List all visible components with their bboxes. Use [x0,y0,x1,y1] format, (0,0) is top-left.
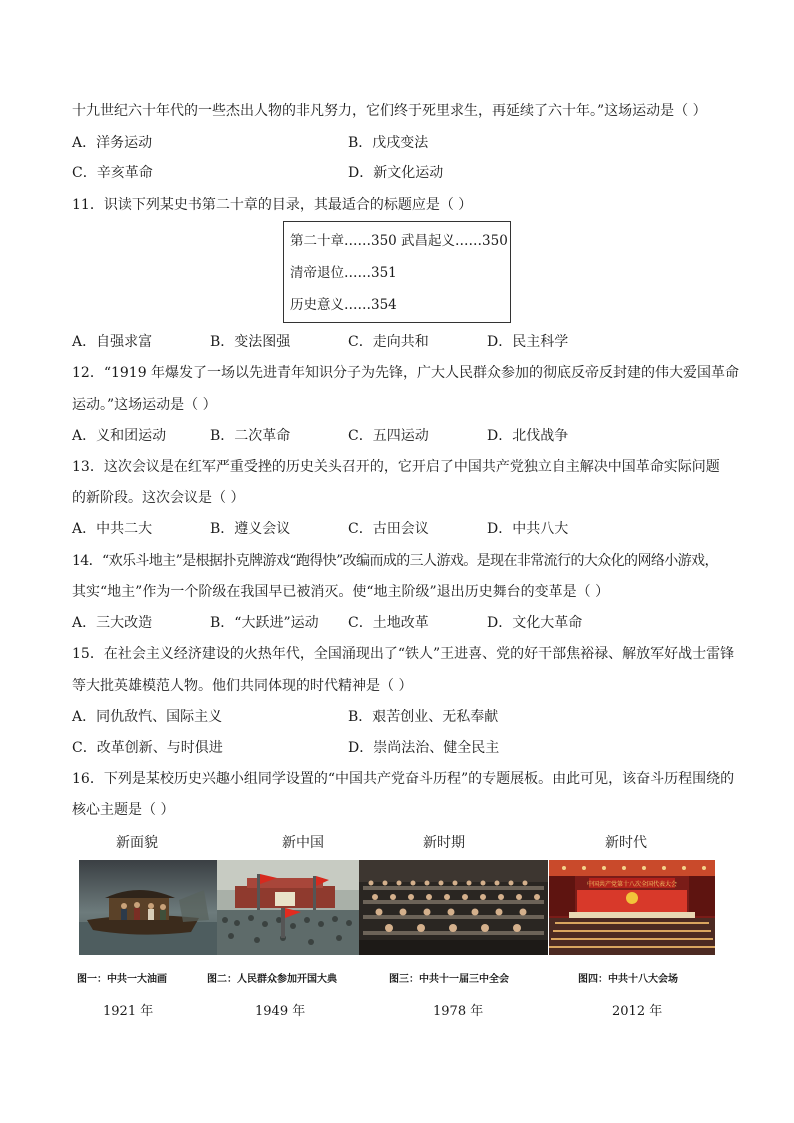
third-plenary-session-image [359,860,548,955]
first-congress-painting-image [79,860,217,955]
q15-option-b: B．艰苦创业、无私奉献 [348,709,499,725]
q15-stem-line2: 等大批英雄模范人物。他们共同体现的时代精神是（ ） [72,678,413,694]
q11-option-d: D．民主科学 [487,334,569,350]
q13-option-a: A．中共二大 [72,521,153,537]
q12-stem-line1: 12．“1919 年爆发了一场以先进青年知识分子为先锋，广大人民群众参加的彻底反帝反封建的伟大爱国革命 [72,365,740,381]
panel-label-new-look: 新面貌 [116,835,158,851]
q10-option-b: B．戊戌变法 [348,135,429,151]
q11-stem: 11．识读下列某史书第二十章的目录，其最适合的标题应是（ ） [72,197,473,213]
q13-option-c: C．古田会议 [348,521,429,537]
q12-stem-line2: 运动。”这场运动是（ ） [72,397,217,413]
toc-row: 第二十章……350 武昌起义……350 [290,233,508,249]
q14-option-a: A．三大改造 [72,615,153,631]
q12-option-d: D．北伐战争 [487,428,569,444]
q15-option-c: C．改革创新、与时俱进 [72,740,223,756]
q13-option-d: D．中共八大 [487,521,569,537]
q10-option-d: D．新文化运动 [348,165,444,181]
table-of-contents-box [283,221,511,323]
q10-option-c: C．辛亥革命 [72,165,153,181]
q14-option-b: B．“大跃进”运动 [210,615,319,631]
year-label-1921: 1921 年 [103,1004,154,1019]
panel-label-new-china: 新中国 [282,835,324,851]
toc-row: 历史意义……354 [290,297,397,313]
q11-option-a: A．自强求富 [72,334,153,350]
q15-option-a: A．同仇敌忾、国际主义 [72,709,223,725]
panel-label-new-era: 新时代 [605,835,647,851]
photo-caption-4: 图四：中共十八大会场 [578,974,678,985]
year-label-2012: 2012 年 [612,1004,663,1019]
q10-stem-tail: 十九世纪六十年代的一些杰出人物的非凡努力，它们终于死里求生，再延续了六十年。”这场运动是（ ） [72,103,707,119]
q11-option-c: C．走向共和 [348,334,429,350]
q14-option-d: D．文化大革命 [487,615,583,631]
q14-stem-line2: 其实“地主”作为一个阶级在我国早已被消灭。使“地主阶级”退出历史舞台的变革是（ ） [72,584,610,600]
year-label-1978: 1978 年 [433,1004,484,1019]
photo-caption-2: 图二：人民群众参加开国大典 [207,974,337,985]
q12-option-b: B．二次革命 [210,428,291,444]
year-label-1949: 1949 年 [255,1004,306,1019]
panel-label-new-period: 新时期 [423,835,465,851]
toc-row: 清帝退位……351 [290,265,397,281]
q13-stem-line2: 的新阶段。这次会议是（ ） [72,490,245,506]
q11-option-b: B．变法图强 [210,334,291,350]
q16-stem-line2: 核心主题是（ ） [72,802,175,818]
q15-option-d: D．崇尚法治、健全民主 [348,740,500,756]
q16-stem-line1: 16．下列是某校历史兴趣小组同学设置的“中国共产党奋斗历程”的专题展板。由此可见，该奋斗历程围绕的 [72,771,735,787]
q10-option-a: A．洋务运动 [72,135,153,151]
founding-ceremony-image [217,860,359,955]
q15-stem-line1: 15．在社会主义经济建设的火热年代，全国涌现出了“铁人”王进喜、党的好干部焦裕禄、解放军好战士雷锋 [72,646,735,662]
photo-caption-1: 图一：中共一大油画 [77,974,167,985]
q14-option-c: C．土地改革 [348,615,429,631]
q13-stem-line1: 13．这次会议是在红军严重受挫的历史关头召开的，它开启了中国共产党独立自主解决中国革命实际问题 [72,459,720,475]
q12-option-c: C．五四运动 [348,428,429,444]
photo-caption-3: 图三：中共十一届三中全会 [389,974,509,985]
congress-banner-text: 中国共产党第十八次全国代表大会 [586,881,678,888]
q13-option-b: B．遵义会议 [210,521,291,537]
q14-stem-line1: 14．“欢乐斗地主”是根据扑克牌游戏“跑得快”改编而成的三人游戏。是现在非常流行的大众化的网络小游戏， [72,553,718,569]
q12-option-a: A．义和团运动 [72,428,167,444]
eighteenth-congress-hall-image [549,860,715,955]
